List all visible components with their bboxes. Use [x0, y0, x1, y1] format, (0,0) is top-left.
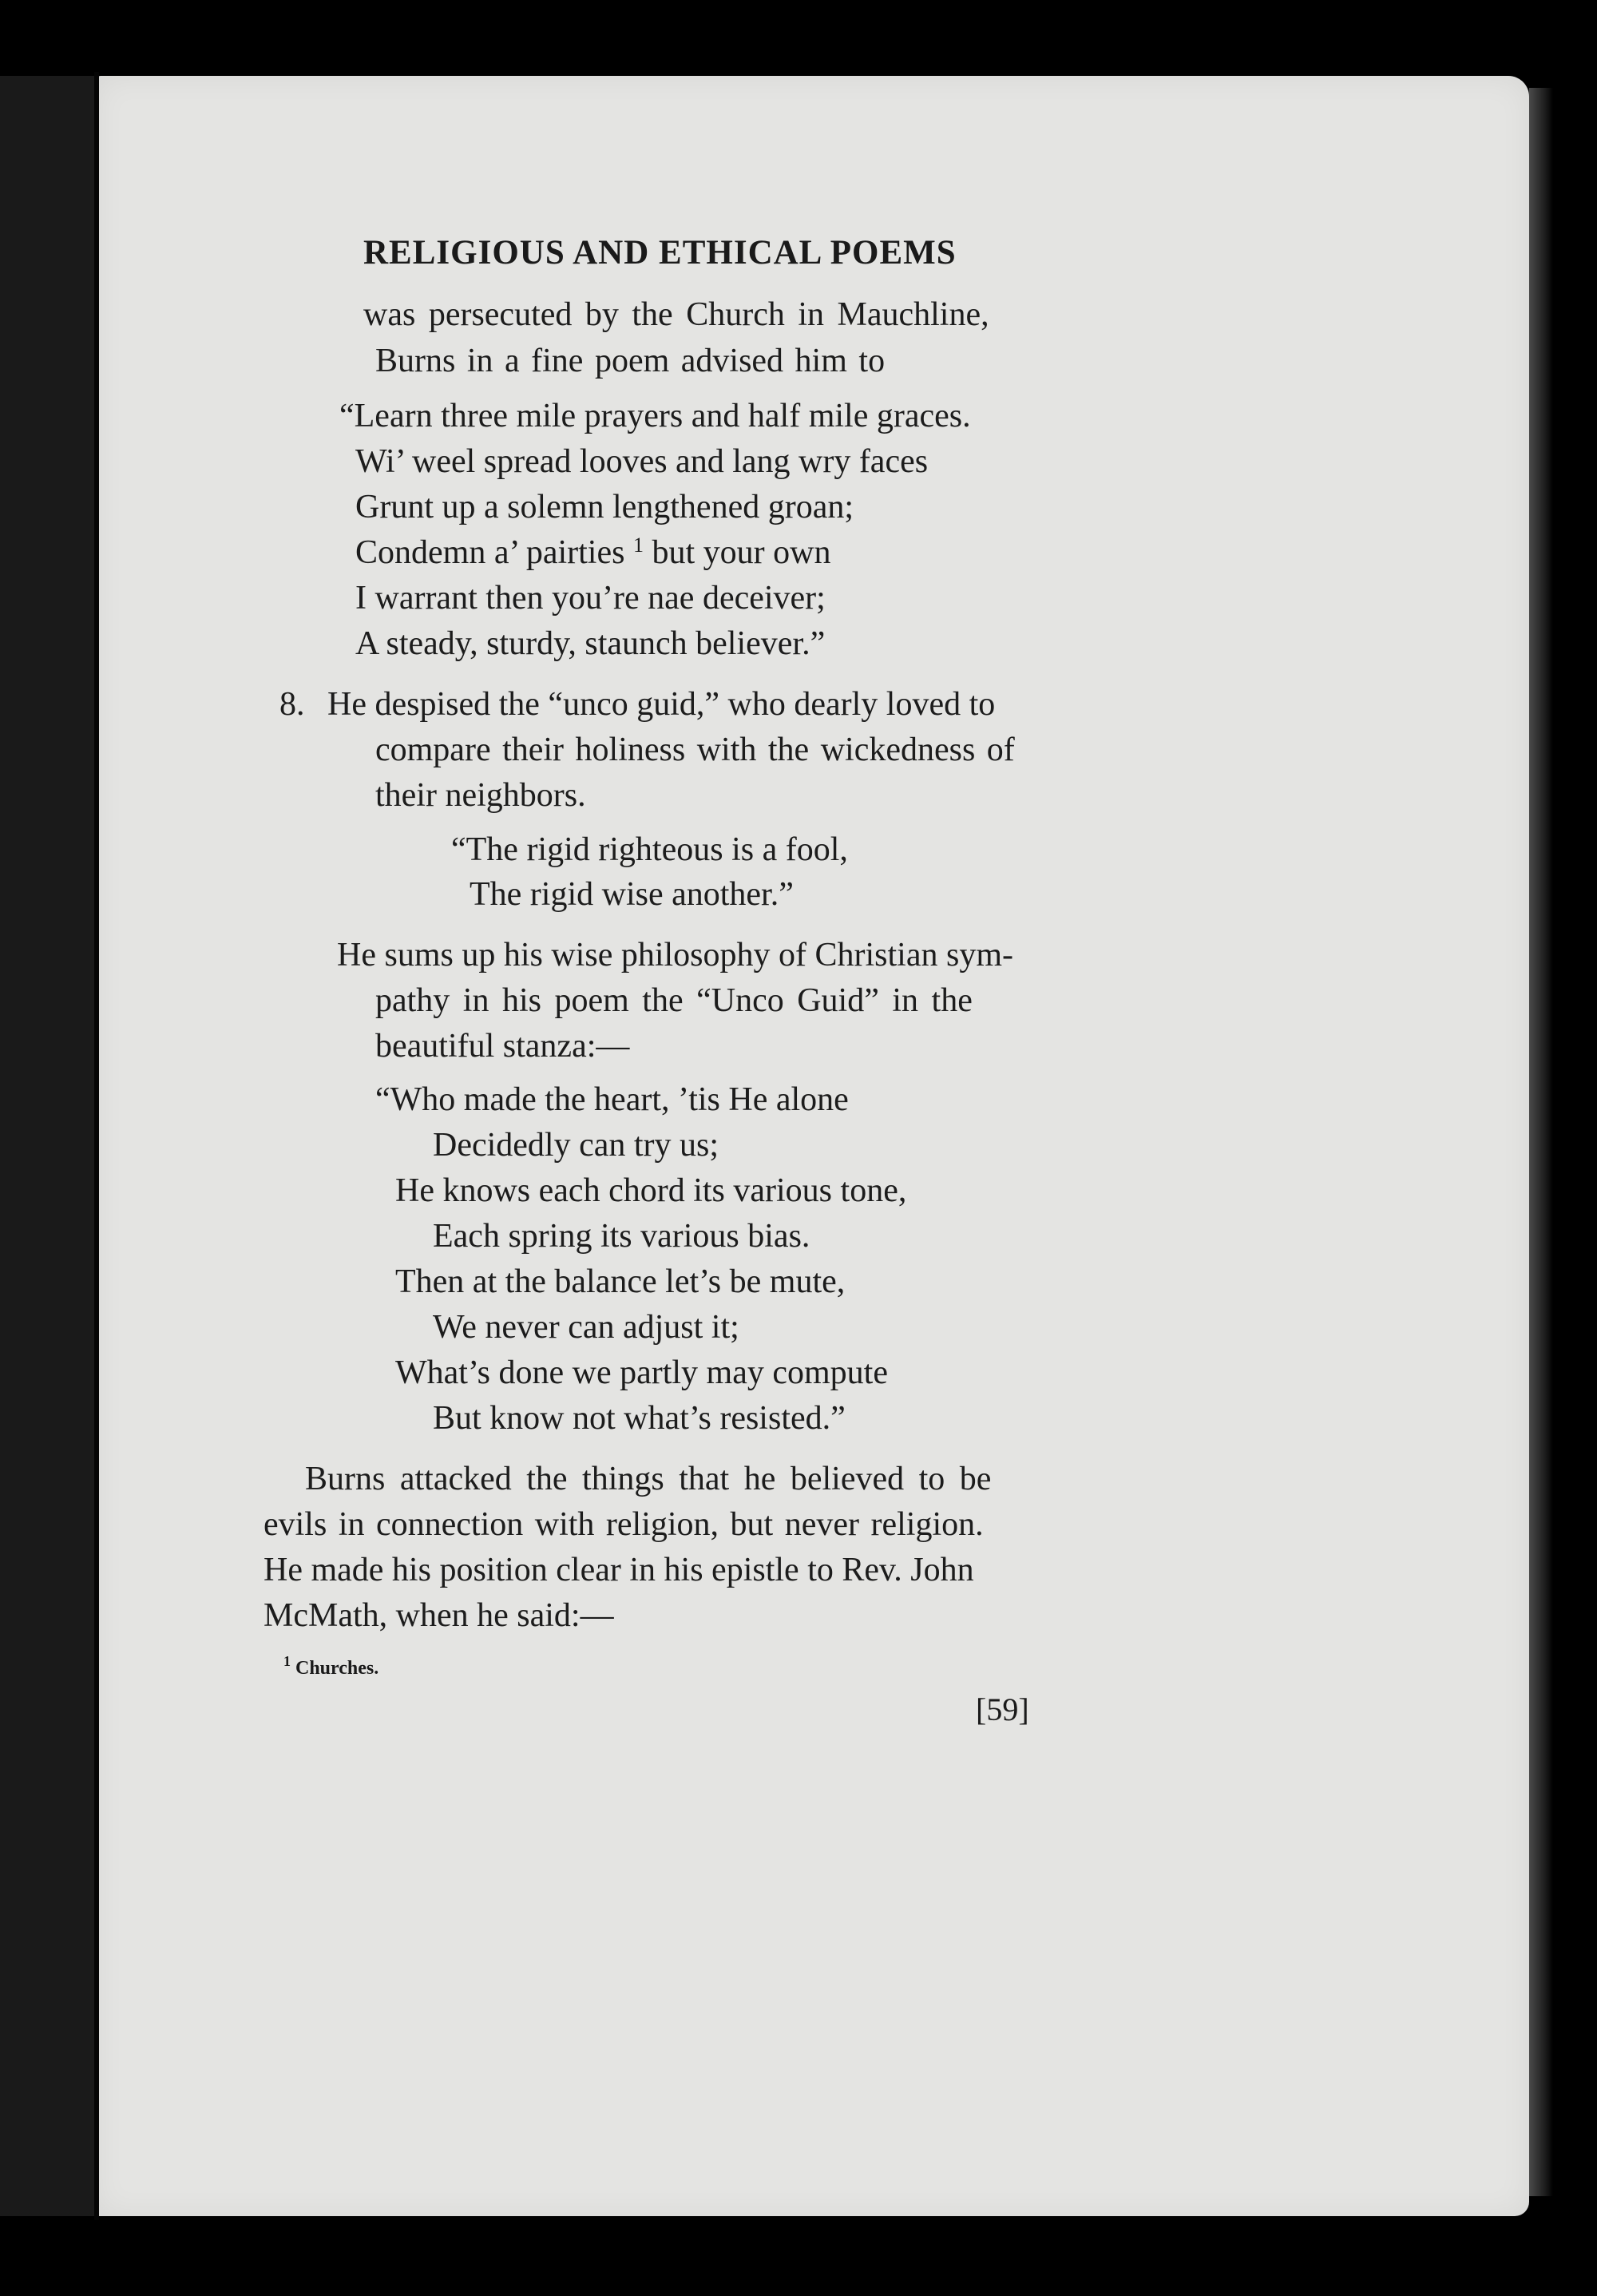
quote-line: “The rigid righteous is a fool,: [451, 831, 848, 868]
book-spine: [94, 72, 99, 2220]
stanza-line: We never can adjust it;: [433, 1309, 739, 1346]
body-line: was persecuted by the Church in Mauchline,: [363, 296, 989, 333]
body-line: Burns attacked the things that he believed to be: [305, 1461, 992, 1497]
book-fold: [0, 76, 96, 2216]
stanza-line: Decidedly can try us;: [433, 1127, 719, 1164]
body-line: He sums up his wise philosophy of Christian sym-: [337, 937, 1013, 974]
body-line: He despised the “unco guid,” who dearly loved to: [327, 686, 996, 723]
footnote: $^1$ Churches.: [283, 1653, 379, 1679]
body-line: Burns in a fine poem advised him to: [375, 343, 886, 379]
body-line: beautiful stanza:—: [375, 1028, 630, 1065]
verse-line: Grunt up a solemn lengthened groan;: [355, 489, 854, 525]
body-line: McMath, when he said:—: [264, 1597, 614, 1634]
page-number: [59]: [976, 1691, 1029, 1727]
verse-line: Wi’ weel spread looves and lang wry faces: [355, 443, 929, 480]
stanza-line: What’s done we partly may compute: [395, 1354, 888, 1391]
body-line: their neighbors.: [375, 777, 586, 814]
running-header: RELIGIOUS AND ETHICAL POEMS: [363, 234, 957, 272]
body-line: compare their holiness with the wickedness of: [375, 732, 1015, 768]
verse-line: I warrant then you’re nae deceiver;: [355, 580, 826, 617]
stanza-line: Then at the balance let’s be mute,: [395, 1263, 846, 1300]
stanza-line: “Who made the heart, ’tis He alone: [375, 1081, 849, 1118]
footnote-marker: 1: [632, 533, 644, 557]
verse-line: “Learn three mile prayers and half mile graces.: [339, 398, 971, 434]
list-number: 8.: [279, 686, 305, 723]
quote-line: The rigid wise another.”: [470, 876, 794, 913]
stanza-line: Each spring its various bias.: [433, 1218, 810, 1255]
page-edge: [1529, 88, 1553, 2196]
stanza-line: He knows each chord its various tone,: [395, 1172, 907, 1209]
body-line: evils in connection with religion, but never religion.: [264, 1506, 984, 1543]
stanza-line: But know not what’s resisted.”: [433, 1400, 846, 1437]
body-line: pathy in his poem the “Unco Guid” in the: [375, 982, 973, 1019]
body-line: He made his position clear in his epistle to Rev. John: [264, 1552, 974, 1588]
verse-line: A steady, sturdy, staunch believer.”: [355, 625, 826, 662]
verse-line: Condemn a’ pairties $^1$ but your own: [355, 533, 831, 571]
